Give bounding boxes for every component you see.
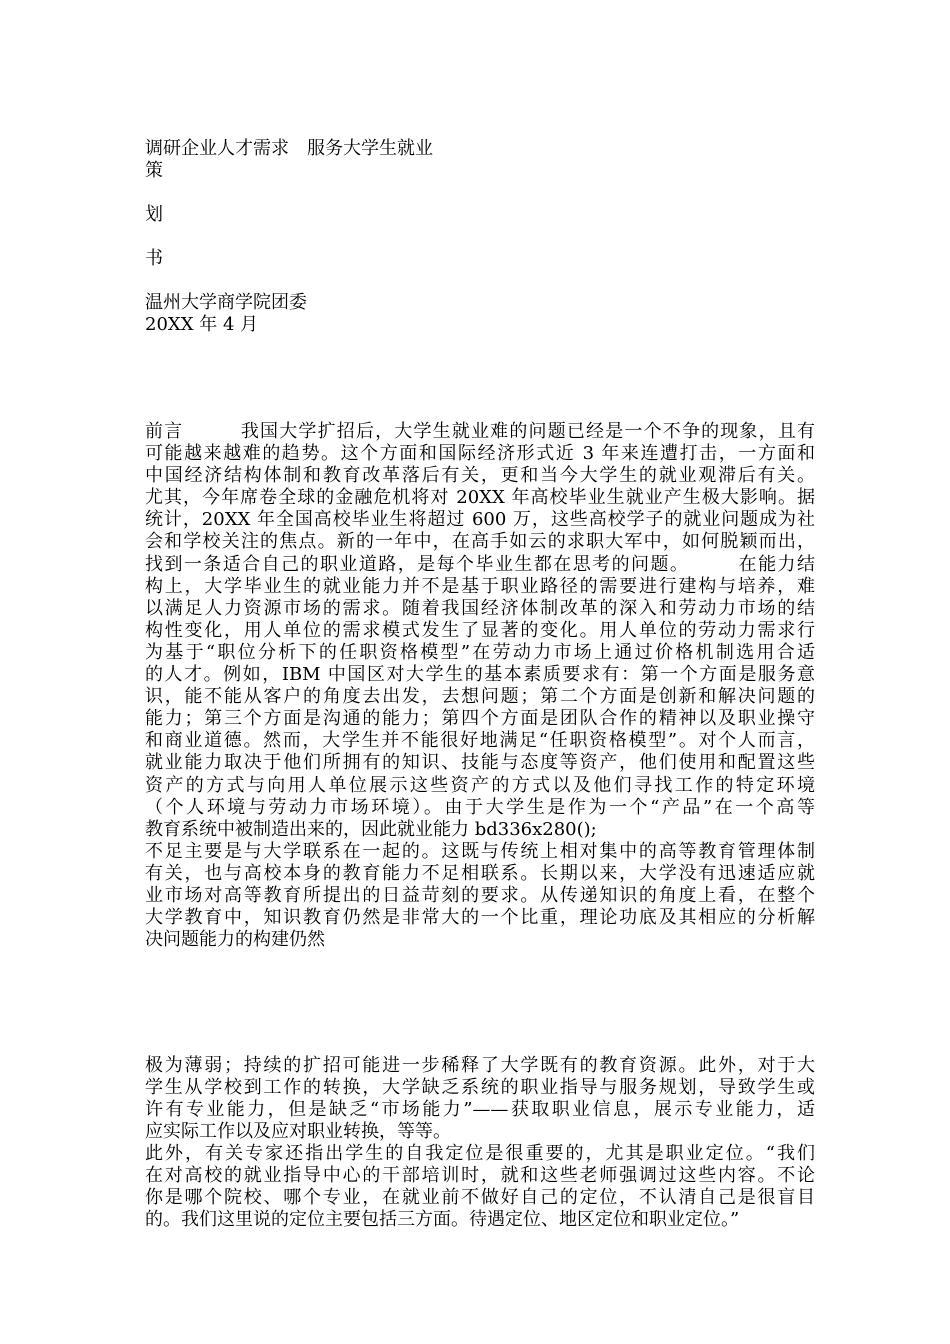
text-line: 识，能不能从客户的角度去出发，去想问题；第二个方面是创新和解决问题的	[145, 686, 815, 708]
cover-subtitle-char-3: 书	[145, 248, 163, 269]
text-line: 业市场对高等教育所提出的日益苛刻的要求。从传递知识的角度上看，在整个	[145, 885, 815, 907]
text-line: 能力；第三个方面是沟通的能力；第四个方面是团队合作的精神以及职业操守	[145, 708, 815, 730]
text-line: 决问题能力的构建仍然	[145, 929, 325, 951]
organization-name: 温州大学商学院团委	[145, 292, 307, 313]
text-line: 学生从学校到工作的转换，大学缺乏系统的职业指导与服务规划，导致学生或	[145, 1077, 815, 1099]
text-line: 就业能力取决于他们所拥有的知识、技能与态度等资产，他们使用和配置这些	[145, 752, 815, 774]
text-line: 以满足人力资源市场的需求。随着我国经济体制改革的深入和劳动力市场的结	[145, 597, 815, 619]
cover-subtitle-char-2: 划	[145, 204, 163, 225]
text-line: 大学教育中，知识教育仍然是非常大的一个比重，理论功底及其相应的分析解	[145, 907, 815, 929]
text-line: 构上，大学毕业生的就业能力并不是基于职业路径的需要进行建构与培养，难	[145, 575, 815, 597]
text-line: （个人环境与劳动力市场环境）。由于大学生是作为一个“产品”在一个高等	[145, 796, 815, 818]
text-line: 不足主要是与大学联系在一起的。这既与传统上相对集中的高等教育管理体制	[145, 841, 815, 862]
text-line: 前言 我国大学扩招后，大学生就业难的问题已经是一个不争的现象，且有	[145, 421, 815, 442]
body-paragraph-4	[145, 1143, 815, 1231]
text-line: 可能越来越难的趋势。这个方面和国际经济形式近 3 年来连遭打击，一方面和	[145, 443, 815, 465]
document-date: 20XX 年 4 月	[145, 314, 259, 335]
text-line: 统计，20XX 年全国高校毕业生将超过 600 万，这些高校学子的就业问题成为社	[145, 509, 815, 531]
text-line: 此外，有关专家还指出学生的自我定位是很重要的，尤其是职业定位。“我们	[145, 1143, 815, 1164]
text-line: 尤其，今年席卷全球的金融危机将对 20XX 年高校毕业生就业产生极大影响。据	[145, 487, 815, 509]
preface-paragraph	[145, 421, 815, 841]
text-line: 教育系统中被制造出来的，因此就业能力 bd336x280();	[145, 818, 597, 840]
text-line: 资产的方式与向用人单位展示这些资产的方式以及他们寻找工作的特定环境	[145, 774, 815, 796]
document-title: 调研企业人才需求 服务大学生就业	[145, 138, 433, 159]
body-paragraph-3	[145, 1055, 815, 1143]
text-line: 应实际工作以及应对职业转换，等等。	[145, 1121, 451, 1143]
text-line: 的人才。例如，IBM 中国区对大学生的基本素质要求有：第一个方面是服务意	[145, 664, 815, 686]
text-line: 的。我们这里说的定位主要包括三方面。待遇定位、地区定位和职业定位。”	[145, 1209, 740, 1231]
text-line: 中国经济结构体制和教育改革落后有关，更和当今大学生的就业观滞后有关。	[145, 465, 815, 487]
text-line: 构性变化，用人单位的需求模式发生了显著的变化。用人单位的劳动力需求行	[145, 619, 815, 641]
text-line: 为基于“职位分析下的任职资格模型”在劳动力市场上通过价格机制选用合适	[145, 641, 815, 663]
text-line: 有关，也与高校本身的教育能力不足相联系。长期以来，大学没有迅速适应就	[145, 863, 815, 885]
text-line: 会和学校关注的焦点。新的一年中，在高手如云的求职大军中，如何脱颖而出，	[145, 531, 815, 553]
text-line: 你是哪个院校、哪个专业，在就业前不做好自己的定位，不认清自己是很盲目	[145, 1187, 815, 1209]
text-line: 和商业道德。然而，大学生并不能很好地满足“任职资格模型”。对个人而言，	[145, 730, 815, 752]
text-line: 在对高校的就业指导中心的干部培训时，就和这些老师强调过这些内容。不论	[145, 1165, 815, 1187]
cover-subtitle-char-1: 策	[145, 160, 163, 181]
text-line: 许有专业能力，但是缺乏“市场能力”——获取职业信息，展示专业能力，适	[145, 1099, 815, 1121]
text-line: 极为薄弱；持续的扩招可能进一步稀释了大学既有的教育资源。此外，对于大	[145, 1055, 815, 1076]
body-paragraph-2	[145, 841, 815, 951]
text-line: 找到一条适合自己的职业道路，是每个毕业生都在思考的问题。 在能力结	[145, 553, 815, 575]
